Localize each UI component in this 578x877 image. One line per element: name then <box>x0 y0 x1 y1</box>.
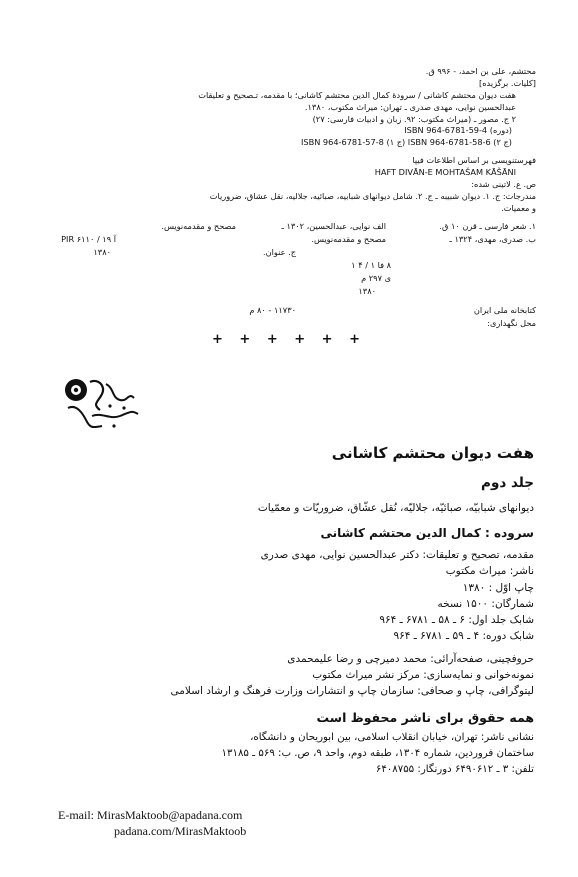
cip-subject: الف نوایی، عبدالحسین، ۱۳۰۲ ـ <box>281 220 386 231</box>
cip-subject: ج. عنوان. <box>263 246 296 257</box>
cip-library-number: ۱۱۷۳۰ - ۸۰ م <box>249 304 296 315</box>
volume-contents: دیوانهای شبابیّه، صبائیّه، جلالیّه، نُقل عشّاق، ضروریّات و معمّیات <box>257 502 534 515</box>
contact-block <box>58 808 246 839</box>
proofreading-credit: نمونه‌خوانی و نمایه‌سازی: مرکز نشر میراث مکتوب <box>312 668 534 681</box>
email-address: E-mail: MirasMaktoob@apadana.com <box>58 808 243 822</box>
website-address: padana.com/MirasMaktoob <box>114 823 247 838</box>
cip-subject-row <box>40 221 536 234</box>
colophon-block <box>30 442 534 699</box>
cip-library: کتابخانه ملی ایران <box>473 304 536 315</box>
publisher-credit: ناشر: میراث مکتوب <box>445 565 534 578</box>
cip-contents: مندرجات: ج. ۱. دیوان شبیبه ـ ج. ۲. شامل دیوانهای شبابیه، صبائیه، جلالیه، نقل عشاق، ضروریات <box>209 190 536 201</box>
cip-class-number: ی ۲۹۷ م <box>361 272 391 283</box>
cip-class-row <box>40 260 536 273</box>
printing-credit: لیتوگرافی، چاپ و صحافی: سازمان چاپ و انتشارات وزارت فرهنگ و ارشاد اسلامی <box>170 685 534 698</box>
cip-class-number: ۱۳۸۰ <box>93 246 111 257</box>
cip-fipa-note: فهرستنویسی بر اساس اطلاعات فیپا <box>412 155 536 166</box>
volume-label: جلد دوم <box>481 475 534 492</box>
poet-credit: سروده : کمال الدین محتشم کاشانی <box>320 526 534 541</box>
cip-subject: ب. صدری، مهدی، ۱۳۲۴ ـ <box>449 233 536 244</box>
rights-heading: همه حقوق برای ناشر محفوظ است <box>316 710 534 725</box>
cip-subject: مصحح و مقدمه‌نویس. <box>311 233 386 244</box>
cip-latin-title: HAFT DIVĀN-E MOHTAŠAM KĀŠĀNI <box>374 167 516 178</box>
cip-title-line: هفت دیوان محتشم کاشانی / سرودهٔ کمال الدین محتشم کاشانی؛ با مقدمه، تـصحیح و تعلیقات <box>198 89 516 100</box>
cip-class-number: ۸ فا ۱ / ۴ ۱ <box>351 259 391 270</box>
print-run-info: شمارگان: ۱۵۰۰ نسخه <box>437 597 534 610</box>
typesetting-credit: حروفچینی، صفحه‌آرائی: محمد دمیرچی و رضا علیمحمدی <box>287 652 534 665</box>
cip-work-note: [کلیات. برگزیده] <box>479 77 536 88</box>
isbn-set: شابک دوره: ۴ ـ ۵۹ ـ ۶۷۸۱ ـ ۹۶۴ <box>393 630 534 643</box>
cip-title-line: عبدالحسین نوایی، مهدی صدری ـ تهران: میراث مکتوب، ۱۳۸۰. <box>304 101 516 112</box>
cip-subject-row <box>40 234 536 247</box>
cip-location: محل نگهداری: <box>487 317 536 328</box>
cataloguing-in-publication-block <box>40 66 536 330</box>
cip-library-row <box>40 305 536 318</box>
editors-credit: مقدمه، تصحیح و تعلیقات: دکتر عبدالحسین نوایی، مهدی صدری <box>260 549 534 562</box>
rights-block <box>40 708 534 778</box>
cip-subject-row <box>40 247 536 260</box>
section-separator: + + + + + + <box>212 332 366 347</box>
book-title: هفت دیوان محتشم کاشانی <box>331 444 534 462</box>
cip-isbn-vols: ISBN 964-6781-57-8 (ج ۱) ISBN 964-6781-58-6 (ج ۲) <box>300 137 512 148</box>
cip-latin-label: ص. ع. لاتینی شده: <box>471 179 536 190</box>
cip-class-number: ۱۳۸۰ <box>358 285 376 296</box>
isbn-volume-one: شابک جلد اول: ۶ ـ ۵۸ ـ ۶۷۸۱ ـ ۹۶۴ <box>379 614 534 627</box>
cip-class-row <box>40 286 536 299</box>
cip-physical: ۲ ج. مصور ـ (میراث مکتوب: ۹۲. زبان و ادبیات فارسی: ۲۷) <box>312 113 516 124</box>
cip-contents: و معمیات. <box>501 202 536 213</box>
cip-author: محتشم، علی بن احمد، - ۹۹۶ ق. <box>425 66 536 76</box>
publisher-address: ساختمان فروردین، شماره ۱۳۰۴، طبقه دوم، واحد ۹، ص. ب: ۵۶۹ ـ ۱۳۱۸۵ <box>221 748 534 760</box>
cip-isbn-set: ISBN 964-6781-59-4 (دوره) <box>404 125 512 136</box>
cip-class-number: PIR ۶۱۱۰ / ۱۹ آ <box>61 233 116 244</box>
cip-subject: مصحح و مقدمه‌نویس. <box>161 220 236 231</box>
publisher-phone: تلفن: ۳ ـ ۶۴۹۰۶۱۲ دورنگار: ۶۴۰۸۷۵۵ <box>375 764 534 775</box>
publisher-logo-icon <box>62 374 142 434</box>
edition-info: چاپ اوّل : ۱۳۸۰ <box>462 581 534 594</box>
cip-class-row <box>40 273 536 286</box>
cip-subject: ۱. شعر فارسی ـ قرن ۱۰ ق. <box>439 220 536 231</box>
publisher-address: نشانی ناشر: تهران، خیابان انقلاب اسلامی، بین ابوریحان و دانشگاه، <box>250 732 534 744</box>
